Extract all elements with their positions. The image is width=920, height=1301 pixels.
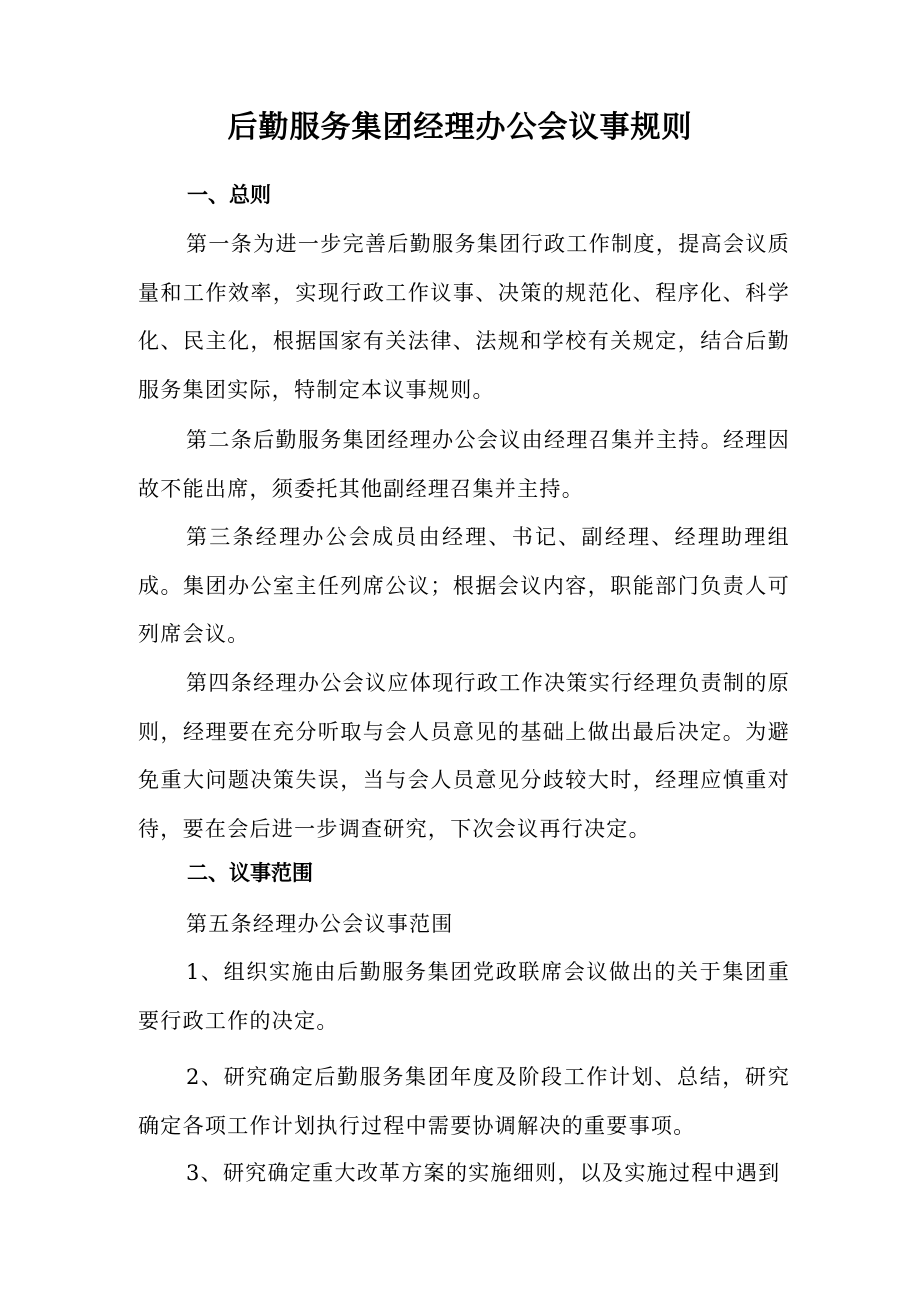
document-title: 后勤服务集团经理办公会议事规则 xyxy=(227,110,693,145)
scope-item-3: 3、研究确定重大改革方案的实施细则，以及实施过程中遇到 xyxy=(186,1161,781,1185)
scope-item-2: 2、研究确定后勤服务集团年度及阶段工作计划、总结，研究确定各项工作计划执行过程中需要协调解决的重要事项。 xyxy=(138,1065,790,1138)
article-4-paragraph: 第四条经理办公会议应体现行政工作决策实行经理负责制的原则，经理要在充分听取与会人员意见的基础上做出最后决定。为避免重大问题决策失误，当与会人员意见分歧较大时，经理应慎重对待，要在会后进一步调查研究，下次会议再行决定。 xyxy=(138,671,790,842)
section-heading-general: 一、总则 xyxy=(187,183,271,207)
article-3-paragraph: 第三条经理办公会成员由经理、书记、副经理、经理助理组成。集团办公室主任列席公议；根据会议内容，职能部门负责人可列席会议。 xyxy=(138,525,790,647)
scope-item-1: 1、组织实施由后勤服务集团党政联席会议做出的关于集团重要行政工作的决定。 xyxy=(138,960,790,1033)
article-5-paragraph: 第五条经理办公会议事范围 xyxy=(186,912,454,936)
article-2-paragraph: 第二条后勤服务集团经理办公会议由经理召集并主持。经理因故不能出席，须委托其他副经理召集并主持。 xyxy=(138,428,790,501)
section-heading-scope: 二、议事范围 xyxy=(187,861,313,885)
article-1-paragraph: 第一条为进一步完善后勤服务集团行政工作制度，提高会议质量和工作效率，实现行政工作议事、决策的规范化、程序化、科学化、民主化，根据国家有关法律、法规和学校有关规定，结合后勤服务集团实际，特制定本议事规则。 xyxy=(138,232,790,403)
